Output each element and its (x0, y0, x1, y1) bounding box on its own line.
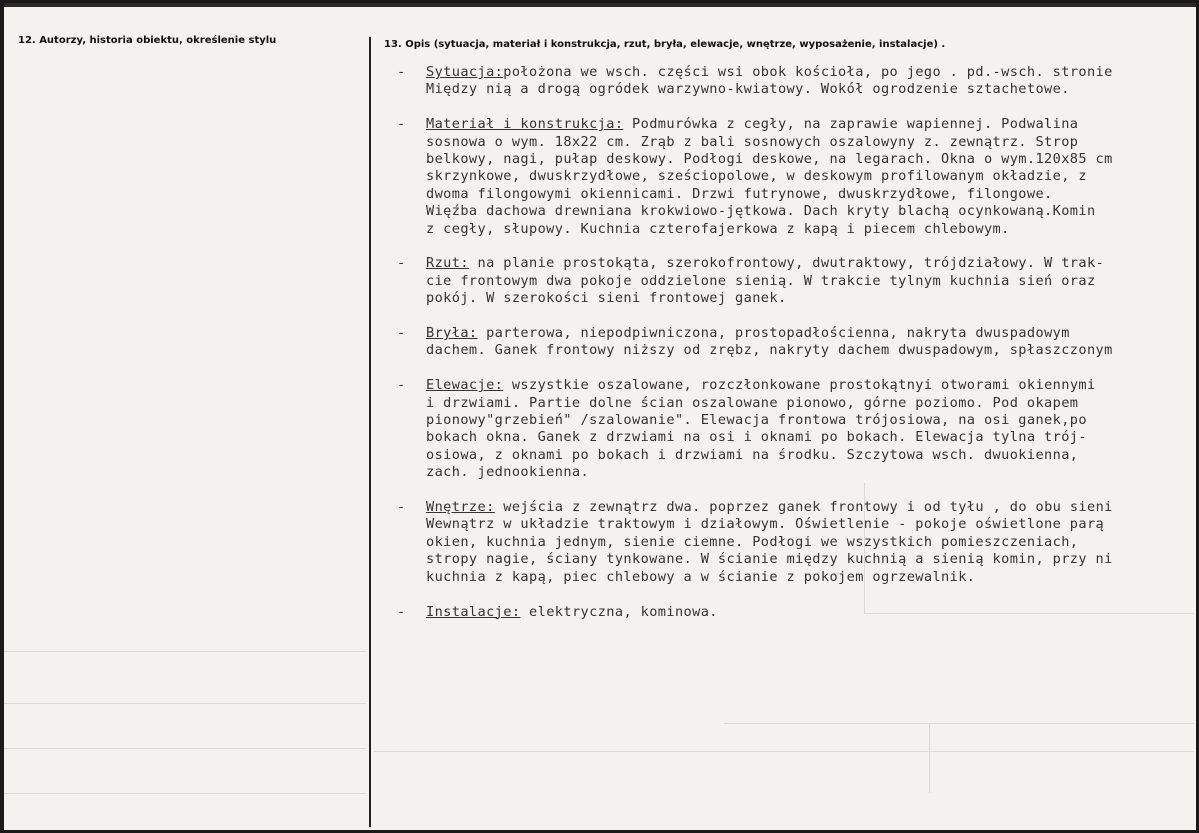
field-13-title: 13. Opis (sytuacja, materiał i konstrukcja, rzut, bryła, elewacje, wnętrze, wyposażenie, instalacje) . (384, 39, 946, 50)
text-line: stropy nagie, ściany tynkowane. W ścianie między kuchnią a sienią komin, przy ni (426, 551, 1113, 568)
text-line (426, 377, 1196, 394)
text-line (426, 604, 1196, 621)
bullet-dash: - (397, 603, 406, 620)
text-line: zach. jednookienna. (426, 464, 590, 481)
text-line: skrzynkowe, dwuskrzydłowe, sześciopolowe, w deskowym profilowanym okładzie, z (426, 168, 1087, 185)
section-label: Rzut: (426, 255, 469, 272)
text-run: parterowa, niepodpiwniczona, prostopadłościenna, nakryta dwuspadowym (477, 325, 1070, 342)
text-line: bokach okna. Ganek z drzwiami na osi i oknami po bokach. Elewacja tylna trój- (426, 429, 1087, 446)
column-divider (369, 37, 371, 827)
bleed-line (4, 651, 366, 652)
bullet-dash: - (397, 255, 406, 272)
text-line (426, 499, 1196, 516)
section-label: Wnętrze: (426, 499, 495, 516)
text-line (426, 116, 1196, 133)
bleed-line (4, 748, 366, 749)
text-line: okien, kuchnia jednym, sienie ciemne. Podłogi we wszystkich pomieszczeniach, (426, 533, 1079, 550)
section-material (397, 116, 1196, 238)
text-line: Więźba dachowa drewniana krokwiowo-jętkowa. Dach kryty blachą ocynkowaną.Komin (426, 203, 1096, 220)
text-run: elektryczna, kominowa. (520, 603, 718, 620)
text-run: wszystkie oszalowane, rozczłonkowane prostokątnyi otworami okiennymi (503, 377, 1096, 394)
field-12-title: 12. Autorzy, historia obiektu, określenie stylu (18, 35, 277, 46)
section-label: Instalacje: (426, 603, 521, 620)
text-line (426, 64, 1196, 81)
section-label: Elewacje: (426, 377, 504, 394)
bleed-line (374, 751, 1194, 752)
bleed-line (4, 793, 366, 794)
bullet-dash: - (397, 116, 406, 133)
text-line: i drzwiami. Partie dolne ścian oszalowane pionowo, górne poziomo. Pod okapem (426, 394, 1079, 411)
scan-edge (4, 3, 1196, 7)
description-body (397, 64, 1196, 638)
text-line: cie frontowym dwa pokoje oddzielone sienią. W trakcie tylnym kuchnia sień oraz (426, 272, 1096, 289)
text-line: sosnowa o wym. 18x22 cm. Zrąb z bali sosnowych oszalowyny z. zewnątrz. Strop (426, 133, 1079, 150)
section-wnetrze (397, 499, 1196, 586)
bullet-dash: - (397, 64, 406, 80)
text-line: belkowy, nagi, pułap deskowy. Podłogi deskowe, na legarach. Okna o wym.120x85 cm (426, 151, 1113, 168)
text-line: Wewnątrz w układzie traktowym i działowym. Oświetlenie - pokoje oświetlone parą (426, 516, 1105, 533)
bullet-dash: - (397, 325, 406, 342)
text-line: pokój. W szerokości sieni frontowej ganek. (426, 290, 787, 307)
section-bryla (397, 325, 1196, 360)
section-rzut (397, 255, 1196, 307)
bleed-line (929, 723, 930, 793)
text-line: osiowa, z oknami po bokach i drzwiami na środku. Szczytowa wsch. dwuokienna, (426, 446, 1079, 463)
section-label: Bryła: (426, 325, 478, 342)
text-line: Między nią a drogą ogródek warzywno-kwiatowy. Wokół ogrodzenie sztachetowe. (426, 81, 1070, 98)
text-line: pionowy"grzebień" /szalowanie". Elewacja frontowa trójosiowa, na osi ganek,po (426, 412, 1087, 429)
text-run: położona we wsch. części wsi obok kościoła, po jego . pd.-wsch. stronie (503, 64, 1113, 80)
text-run: Podmurówka z cegły, na zaprawie wapiennej. Podwalina (623, 116, 1079, 133)
section-sytuacja (397, 64, 1196, 99)
text-line (426, 325, 1196, 342)
bullet-dash: - (397, 377, 406, 394)
section-label: Materiał i konstrukcja: (426, 116, 624, 133)
bullet-dash: - (397, 499, 406, 516)
form-sheet (4, 3, 1196, 830)
bleed-line (4, 703, 366, 704)
text-line: kuchnia z kapą, piec chlebowy a w ścianie z pokojem ogrzewalnik. (426, 568, 976, 585)
text-run: wejścia z zewnątrz dwa. poprzez ganek frontowy i od tyłu , do obu sieni (494, 499, 1113, 516)
text-line: dachem. Ganek frontowy niższy od zrębz, nakryty dachem dwuspadowym, spłaszczonym (426, 342, 1113, 359)
text-line: dwoma filongowymi okiennicami. Drzwi futrynowe, dwuskrzydłowe, filongowe. (426, 185, 1053, 202)
text-line: z cegły, słupowy. Kuchnia czterofajerkowa z kapą i piecem chlebowym. (426, 220, 1010, 237)
bleed-line (724, 723, 1194, 724)
text-run: na planie prostokąta, szerokofrontowy, dwutraktowy, trójdziałowy. W trak- (468, 255, 1105, 272)
text-line (426, 255, 1196, 272)
section-instalacje (397, 604, 1196, 621)
section-elewacje (397, 377, 1196, 481)
section-label: Sytuacja: (426, 64, 504, 80)
